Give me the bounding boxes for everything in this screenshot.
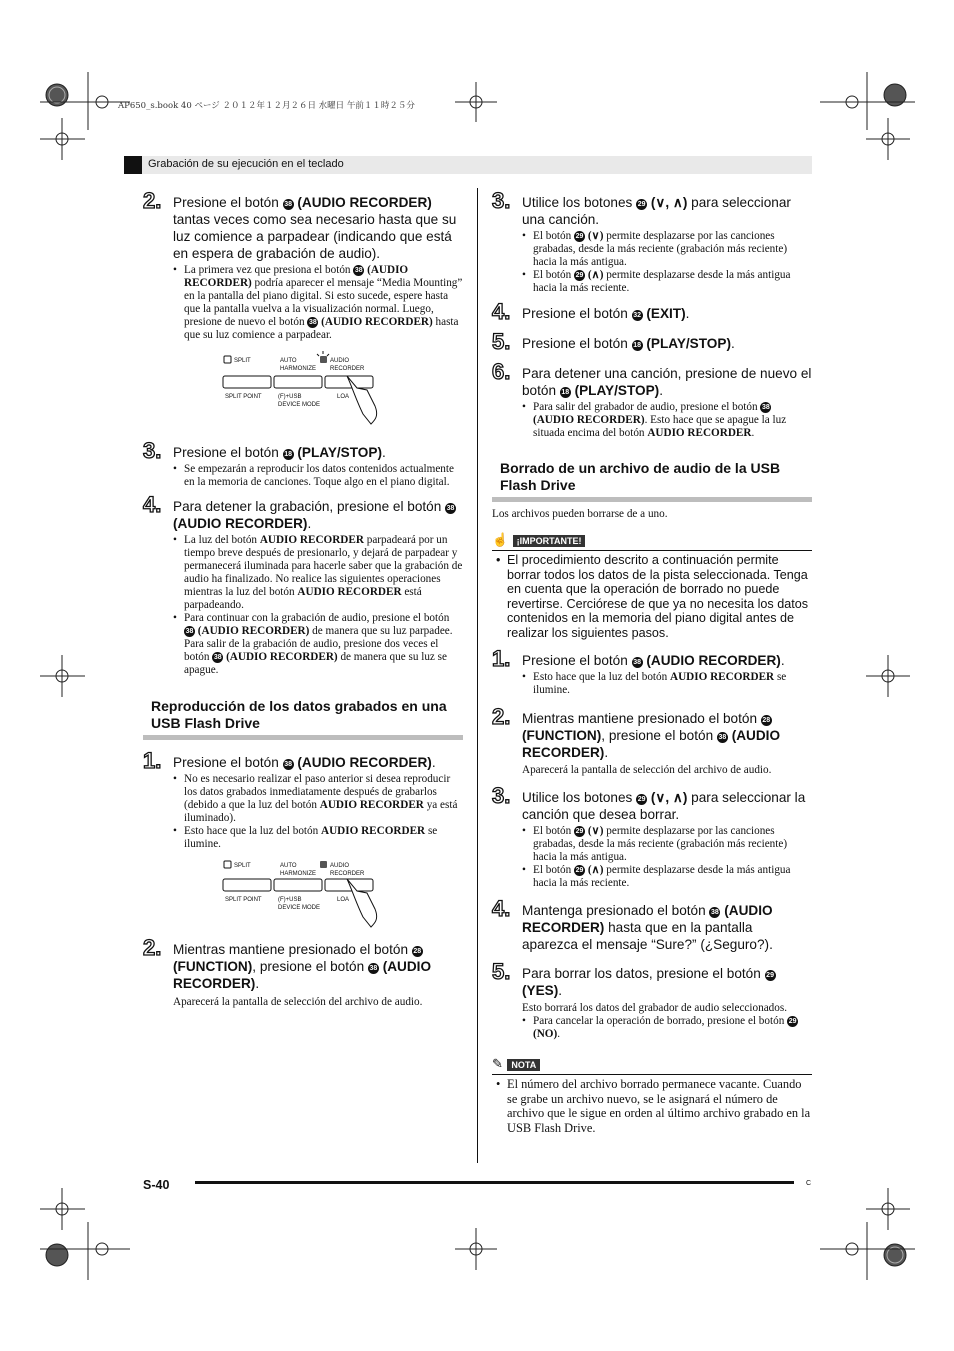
step-4: 4. Para detener la grabación, presione el botón 38 (AUDIO RECORDER). • La luz del botón AUDIO RECORDER parpadeará por un tiempo breve después de presionarlo, y dejará de parpadear y permanecerá iluminada para hacerle saber que la grabación de audio ha finalizado. No realice las siguientes operaciones mientras la luz del botón AUDIO RECORDER está parpadeando. • Para continuar con la grabación de audio, presione el botón 38 (AUDIO RECORDER) de manera que su luz parpadee. Para salir de la grabación de audio, presione dos veces el botón 38 (AUDIO RECORDER) de manera que su luz se apague. (143, 498, 463, 677)
step-3: 3. Presione el botón 18 (PLAY/STOP). • Se empezarán a reproducir los datos contenidos actualmente en la memoria de canciones. Toque algo en el piano digital. (143, 444, 463, 489)
section-delete (492, 460, 812, 502)
important-text: • El procedimiento descrito a continuación permite borrar todos los datos de la pista seleccionada. Tenga en cuenta que la operación de borrado no puede revertirse. Cerciórese de que ya no necesita los datos contenidos en la memoria del piano digital antes de realizar los siguientes pasos. (496, 553, 812, 640)
step-number: 4. (143, 492, 162, 517)
svg-text:AUTO: AUTO (280, 358, 297, 364)
note: • El botón 29 (∨) permite desplazarse por las canciones grabadas, desde la más reciente (grabación más reciente) hacia la más antigua. (522, 230, 812, 269)
button-38-icon: 38 (718, 734, 727, 741)
delete-step-1: 1. Presione el botón 38 (AUDIO RECORDER). • Esto hace que la luz del botón AUDIO RECORDER se ilumine. (492, 652, 812, 697)
step-number: 4. (492, 896, 511, 921)
step-note: Aparecerá la pantalla de selección del archivo de audio. (173, 996, 423, 1008)
playback-step-2: 2. Mientras mantiene presionado el botón 28 (FUNCTION), presione el botón 38 (AUDIO RECORDER). Aparecerá la pantalla de selección del archivo de audio. (143, 941, 463, 1009)
section-intro: Los archivos pueden borrarse de a uno. (492, 508, 668, 520)
section-title: Reproducción de los datos grabados en una USB Flash Drive (151, 698, 447, 731)
svg-text:SPLIT POINT: SPLIT POINT (225, 897, 262, 903)
important-tag: ¡IMPORTANTE! (513, 535, 586, 547)
step-number: 3. (492, 783, 511, 808)
step-note: Esto borrará los datos del grabador de audio seleccionados. (522, 1002, 787, 1014)
panel-illustration-blinking (143, 350, 463, 434)
svg-text:(F)+USB: (F)+USB (278, 897, 302, 903)
note: • El botón 29 (∧) permite desplazarse desde la más antigua hacia la más reciente. (522, 269, 812, 295)
button-38-icon: 38 (185, 628, 194, 635)
step-number: 1. (143, 748, 162, 773)
corner-mark: C (806, 1180, 812, 1187)
step-2: 2. Presione el botón 38 (AUDIO RECORDER) tantas veces como sea necesario hasta que su luz comience a parpadear (indicando que está en espera de grabación de audio). • La primera vez que presiona el botón 38 (AUDIO RECORDER) podría aparecer el mensaje “Media Mounting” en la pantalla del piano digital. Si esto sucede, espere hasta que la pantalla vuelva a la visualización normal. Luego, presione de nuevo el botón 38 (AUDIO RECORDER) hasta que su luz comience a parpadear. (143, 194, 463, 342)
button-28-icon: 28 (762, 717, 771, 724)
button-18-icon: 18 (561, 389, 570, 396)
svg-text:DEVICE MODE: DEVICE MODE (278, 402, 321, 408)
playback-step-1: 1. Presione el botón 38 (AUDIO RECORDER). • No es necesario realizar el paso anterior si desea reproducir los datos grabados inmediatamente después de grabarlos (debido a que la luz del botón AUDIO RECORDER ya está iluminado). • Esto hace que la luz del botón AUDIO RECORDER se ilumine. (143, 754, 463, 851)
button-29-icon: 29 (637, 201, 646, 208)
button-29-icon: 29 (575, 233, 584, 240)
step-number: 4. (492, 299, 511, 324)
note: • La primera vez que presiona el botón 38 (AUDIO RECORDER) podría aparecer el mensaje “Media Mounting” en la pantalla del piano digital. Si esto sucede, espere hasta que la pantalla vuelva a la visualización normal. Luego, presione de nuevo el botón 38 (AUDIO RECORDER) hasta que su luz comience a parpadear. (173, 264, 463, 342)
svg-text:AUDIO: AUDIO (330, 863, 350, 869)
step-number: 2. (143, 188, 162, 213)
step-6: 6. Para detener una canción, presione de nuevo el botón 18 (PLAY/STOP). • Para salir del grabador de audio, presione el botón 38 (AUDIO RECORDER). Esto hace que se apague la luz situada encima del botón AUDIO RECORDER. (492, 365, 812, 440)
button-38-icon: 38 (762, 404, 770, 411)
footer-rule (195, 1181, 794, 1184)
svg-text:AUDIO: AUDIO (330, 358, 350, 364)
panel-illustration-lit (143, 859, 463, 933)
note: • El botón 29 (∧) permite desplazarse desde la más antigua hacia la más reciente. (522, 864, 812, 890)
note: • Esto hace que la luz del botón AUDIO RECORDER se ilumine. (522, 671, 812, 697)
nota-text: • El número del archivo borrado permanece vacante. Cuando se grabe un archivo nuevo, se le asignará el número de archivo que le sigue en orden al último archivo grabado en la USB Flash Drive. (496, 1077, 812, 1135)
button-38-icon: 38 (711, 909, 719, 916)
section-header: Grabación de su ejecución en el teclado (148, 158, 344, 170)
step-4: 4. Presione el botón 32 (EXIT). (492, 299, 690, 324)
svg-text:HARMONIZE: HARMONIZE (280, 366, 316, 372)
note: • Esto hace que la luz del botón AUDIO RECORDER se ilumine. (173, 825, 463, 851)
delete-step-2: 2. Mientras mantiene presionado el botón 28 (FUNCTION), presione el botón 38 (AUDIO RECORDER). Aparecerá la pantalla de selección del archivo de audio. (492, 710, 812, 777)
left-column (143, 188, 463, 1009)
note: • Para cancelar la operación de borrado, presione el botón 29 (NO). (522, 1015, 812, 1041)
button-18-icon: 18 (633, 342, 641, 349)
section-title: Borrado de un archivo de audio de la USB Flash Drive (500, 460, 781, 493)
button-29-icon: 29 (575, 272, 584, 279)
section-rule (492, 497, 812, 502)
button-38-icon: 38 (369, 965, 378, 972)
button-38-icon: 38 (284, 761, 292, 768)
nota-tag: NOTA (507, 1059, 540, 1071)
svg-text:AUTO: AUTO (280, 863, 297, 869)
note: • Para salir del grabador de audio, presione el botón 38 (AUDIO RECORDER). Esto hace que se apague la luz situada encima del botón AUDIO RECORDER. (522, 401, 812, 440)
svg-text:SPLIT POINT: SPLIT POINT (225, 394, 262, 400)
button-29-icon: 29 (788, 1018, 797, 1025)
step-number: 3. (492, 188, 511, 213)
panel-split-label: SPLIT (234, 358, 251, 364)
step-number: 1. (492, 646, 511, 671)
page-number: S-40 (143, 1178, 170, 1192)
note: • Se empezarán a reproducir los datos contenidos actualmente en la memoria de canciones. Toque algo en el piano digital. (173, 463, 463, 489)
svg-text:RECORDER: RECORDER (330, 871, 365, 877)
step-number: 2. (492, 704, 511, 729)
button-38-icon: 38 (354, 267, 363, 274)
column-divider (477, 188, 478, 1163)
step-3: 3. Utilice los botones 29 (∨, ∧) para seleccionar una canción. • El botón 29 (∨) permite desplazarse por las canciones grabadas, desde la más reciente (grabación más reciente) hacia la más antigua. • El botón 29 (∧) permite desplazarse desde la más antigua hacia la más reciente. (492, 194, 812, 295)
button-32-icon: 32 (633, 312, 641, 319)
svg-text:DEVICE MODE: DEVICE MODE (278, 905, 321, 911)
svg-text:LOA: LOA (337, 394, 350, 400)
section-header-marker (124, 156, 142, 174)
button-38-icon: 38 (213, 654, 222, 661)
step-number: 2. (143, 935, 162, 960)
button-29-icon: 29 (575, 867, 584, 874)
button-29-icon: 29 (637, 796, 646, 803)
step-5: 5. Presione el botón 18 (PLAY/STOP). (492, 329, 735, 354)
section-playback (143, 698, 463, 740)
step-number: 5. (492, 329, 511, 354)
step-number: 5. (492, 959, 511, 984)
delete-step-3: 3. Utilice los botones 29 (∨, ∧) para seleccionar la canción que desea borrar. • El botón 29 (∨) permite desplazarse por las canciones grabadas, desde la más reciente (grabación más reciente) hacia la más antigua. • El botón 29 (∧) permite desplazarse desde la más antigua hacia la más reciente. (492, 789, 812, 890)
note: • La luz del botón AUDIO RECORDER parpadeará por un tiempo breve después de presionarlo, y dejará de parpadear y permanecerá iluminada para hacerle saber que la grabación de audio ha finalizado. No realice las siguientes operaciones mientras la luz del botón AUDIO RECORDER está parpadeando. (173, 534, 463, 612)
button-18-icon: 18 (284, 451, 292, 458)
step-note: Aparecerá la pantalla de selección del archivo de audio. (522, 764, 772, 776)
right-column (492, 188, 812, 1135)
important-hand-icon: ☝ (492, 532, 509, 547)
note: • Para continuar con la grabación de audio, presione el botón 38 (AUDIO RECORDER) de manera que su luz parpadee. Para salir de la grabación de audio, presione dos veces el botón 38 (AUDIO RECORDER) de manera que su luz se apague. (173, 612, 463, 677)
nota-pencil-icon: ✎ (492, 1056, 503, 1071)
button-38-icon: 38 (446, 505, 455, 512)
button-29-icon: 29 (766, 972, 774, 979)
delete-step-4: 4. Mantenga presionado el botón 38 (AUDIO RECORDER) hasta que en la pantalla aparezca el mensaje “Sure?” (¿Seguro?). (492, 896, 773, 952)
delete-step-5: 5. Para borrar los datos, presione el botón 29 (YES). Esto borrará los datos del grabador de audio seleccionados. • Para cancelar la operación de borrado, presione el botón 29 (NO). (492, 965, 812, 1041)
note: • El botón 29 (∨) permite desplazarse por las canciones grabadas, desde la más reciente (grabación más reciente) hacia la más antigua. (522, 825, 812, 864)
button-29-icon: 29 (575, 828, 584, 835)
step-number: 3. (143, 438, 162, 463)
important-box (492, 531, 812, 640)
section-rule (143, 735, 463, 740)
svg-text:LOA: LOA (337, 897, 350, 903)
step-number: 6. (492, 359, 511, 384)
button-38-icon: 38 (633, 659, 641, 666)
print-meta-line: AP650_s.book 40 ページ ２０１２年１２月２６日 水曜日 午前１１時２５分 (118, 101, 415, 111)
nota-box (492, 1055, 812, 1135)
svg-text:RECORDER: RECORDER (330, 366, 365, 372)
button-28-icon: 28 (413, 948, 422, 955)
svg-text:HARMONIZE: HARMONIZE (280, 871, 316, 877)
button-38-icon: 38 (308, 319, 317, 326)
svg-text:SPLIT: SPLIT (234, 863, 251, 869)
note: • No es necesario realizar el paso anterior si desea reproducir los datos grabados inmediatamente después de grabarlos (debido a que la luz del botón AUDIO RECORDER ya está iluminado). (173, 773, 463, 825)
svg-text:(F)+USB: (F)+USB (278, 394, 302, 400)
button-38-icon: 38 (284, 201, 292, 208)
